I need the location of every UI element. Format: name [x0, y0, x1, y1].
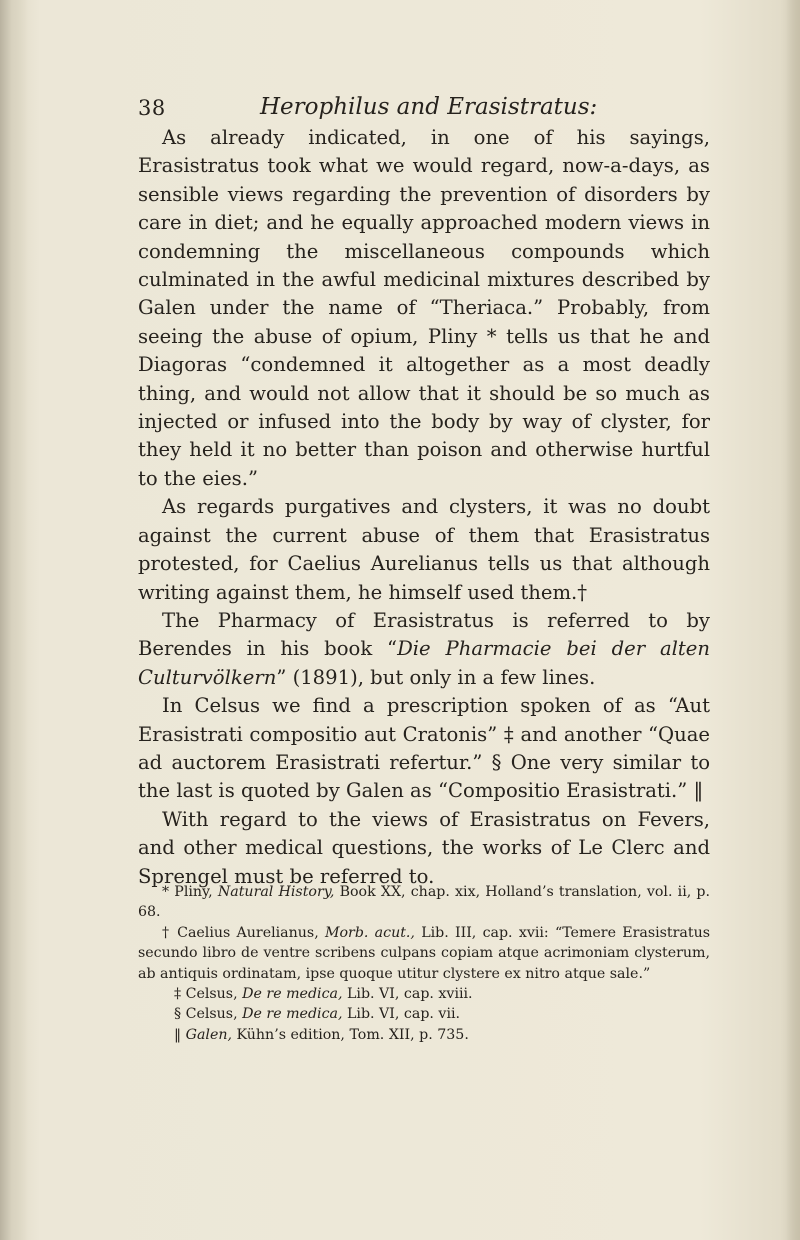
footnote-work-title: De re medica, — [242, 986, 343, 1003]
footnote-text: Lib. III, cap. xvii: “Temere Erasistratus secundo libro de ventre scribens culpans copiam atque acrimoniam clysterum, ab antiquis ordinatam, ipse quoque utitur clystere ex nitro atque sale.” — [138, 924, 710, 982]
footnote-text: Kühn’s edition, Tom. XII, p. 735. — [231, 1026, 469, 1043]
book-title: Die Pharmacie bei der alten Culturvölkern — [138, 637, 710, 689]
footnotes — [138, 882, 710, 1045]
body-text — [138, 124, 710, 891]
footnote-marker: § Celsus, — [174, 1006, 243, 1023]
running-title: Herophilus and Erasistratus: — [260, 94, 598, 120]
footnote-marker: † Caelius Aurelianus, — [162, 924, 325, 941]
footnote-text: Book XX, chap. xix, Holland’s translation, vol. ii, p. 68. — [138, 884, 711, 921]
page-gutter-shadow — [0, 0, 28, 1240]
paragraph-purgatives-clysters: As regards purgatives and clysters, it was no doubt against the current abuse of them that Erasistratus protested, for Caelius Aurelianus tells us that although writing against them, he himself used them.† — [138, 495, 710, 604]
footnote-work-title: Galen, — [185, 1026, 232, 1043]
footnote-work-title: Morb. acut., — [324, 924, 415, 941]
page-number: 38 — [138, 96, 166, 120]
footnote-text: Lib. VI, cap. xviii. — [342, 986, 473, 1003]
footnote-celsus-vii — [138, 1004, 710, 1024]
footnote-marker: ‡ Celsus, — [174, 986, 243, 1003]
page-edge-shadow — [786, 0, 800, 1240]
footnote-text: Lib. VI, cap. vii. — [342, 1006, 461, 1023]
footnote-marker: ‖ — [174, 1026, 186, 1043]
paragraph-text: The Pharmacy of Erasistratus is referred to by Berendes in his book “ — [138, 608, 710, 661]
footnote-work-title: Natural History, — [217, 884, 335, 900]
footnote-marker: * Pliny, — [162, 884, 218, 900]
footnote-work-title: De re medica, — [242, 1006, 343, 1023]
footnote-caelius — [138, 923, 710, 984]
paragraph-diet-and-opium: As already indicated, in one of his sayings, Erasistratus took what we would regard, now-a-days, as sensible views regarding the prevention of disorders by care in diet; and he equally approached modern views in condemning the miscellaneous compounds which culminated in the awful medicinal mixtures described by Galen under the name of “Theriaca.” Probably, from seeing the abuse of opium, Pliny * tells us that he and Diagoras “condemned it altogether as a most deadly thing, and would not allow that it should be so much as injected or infused into the body by way of clyster, for they held it no better than poison and otherwise hurtful to the eies.” — [138, 126, 710, 490]
footnote-galen — [138, 1025, 710, 1045]
paragraph-text: ” (1891), but only in a few lines. — [276, 665, 596, 689]
page-header — [138, 96, 698, 126]
footnote-celsus-xviii — [138, 984, 710, 1004]
paragraph-fevers: With regard to the views of Erasistratus on Fevers, and other medical questions, the works of Le Clerc and Sprengel must be referred to. — [138, 807, 710, 888]
footnote-pliny — [138, 882, 710, 923]
paragraph-celsus-prescriptions: In Celsus we find a prescription spoken of as “Aut Erasistrati compositio aut Cratonis” ‡ and another “Quae ad auctorem Erasistrati refertur.” § One very similar to the last is quoted by Galen as “Compositio Erasistrati.” ‖ — [138, 694, 710, 803]
paragraph-pharmacy-berendes — [138, 607, 710, 692]
